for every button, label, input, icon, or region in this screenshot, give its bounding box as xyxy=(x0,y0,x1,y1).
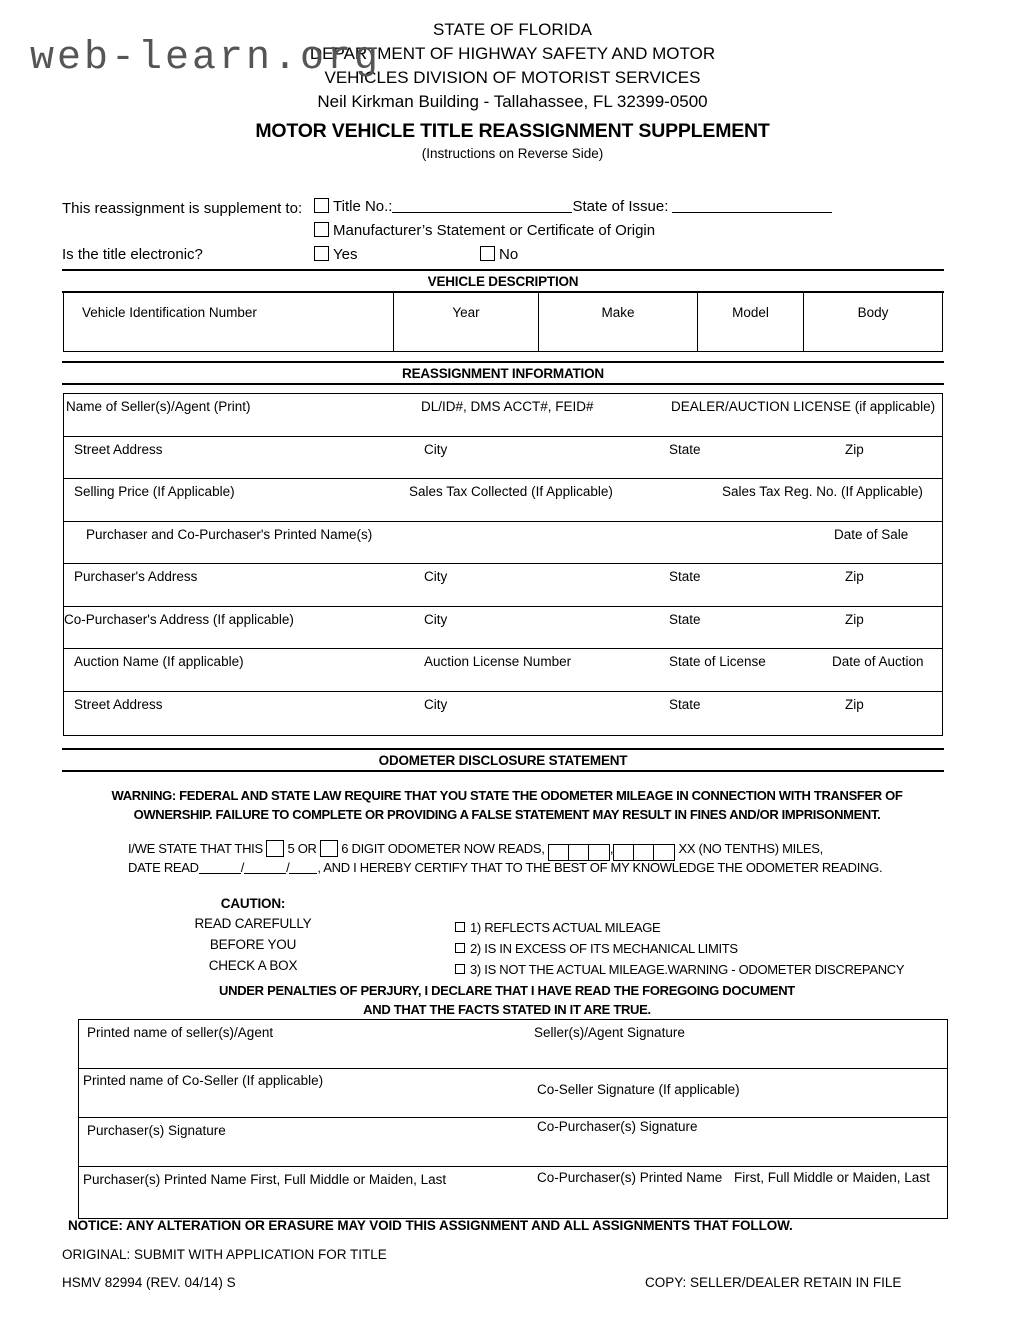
odometer-digit-cell[interactable] xyxy=(654,845,674,860)
footer-form-id: HSMV 82994 (REV. 04/14) S xyxy=(62,1275,236,1290)
field-dealer-auction-license[interactable]: DEALER/AUCTION LICENSE (if applicable) xyxy=(671,399,936,414)
caution-line-2: BEFORE YOU xyxy=(209,937,297,952)
state-of-issue-label: State of Issue: xyxy=(572,198,669,215)
table-row xyxy=(79,1020,947,1069)
agency-department-line-1: DEPARTMENT OF HIGHWAY SAFETY AND MOTOR xyxy=(309,44,716,63)
odometer-state-prefix: I/WE STATE THAT THIS xyxy=(128,841,263,856)
date-read-day-input[interactable] xyxy=(244,861,286,874)
field-dl-id-dms-feid[interactable]: DL/ID#, DMS ACCT#, FEID# xyxy=(421,399,594,414)
odometer-digit-cell[interactable] xyxy=(634,845,654,860)
odometer-date-read-line xyxy=(128,860,882,875)
perjury-line-2: AND THAT THE FACTS STATED IN IT ARE TRUE. xyxy=(363,1002,651,1017)
column-year[interactable]: Year xyxy=(394,293,539,351)
field-name-of-seller[interactable]: Name of Seller(s)/Agent (Print) xyxy=(66,399,251,414)
table-row xyxy=(64,437,942,480)
odometer-warning-line-1: WARNING: FEDERAL AND STATE LAW REQUIRE THAT YOU STATE THE ODOMETER MILEAGE IN CONNECTION WITH TRANSFER OF xyxy=(111,788,903,803)
column-body[interactable]: Body xyxy=(857,305,889,320)
table-row xyxy=(64,479,942,522)
field-purchaser-zip[interactable]: Zip xyxy=(845,569,864,584)
section-header-vehicle-description: VEHICLE DESCRIPTION xyxy=(62,269,944,293)
date-read-year-input[interactable] xyxy=(289,861,317,874)
odometer-thousands-input[interactable] xyxy=(548,844,610,861)
field-purchaser-address[interactable]: Purchaser's Address xyxy=(74,569,198,584)
field-sales-tax-reg-no[interactable]: Sales Tax Reg. No. (If Applicable) xyxy=(722,484,923,499)
page-subtitle: (Instructions on Reverse Side) xyxy=(421,146,604,161)
date-slash-1: / xyxy=(240,860,245,875)
table-row xyxy=(64,522,942,565)
footer-original-instruction: ORIGINAL: SUBMIT WITH APPLICATION FOR TITLE xyxy=(62,1247,387,1262)
odometer-digit-cell[interactable] xyxy=(569,845,589,860)
field-purchaser-printed-name[interactable]: Purchaser(s) Printed Name First, Full Middle or Maiden, Last xyxy=(83,1172,447,1187)
field-seller-city[interactable]: City xyxy=(424,441,448,457)
field-seller-zip[interactable]: Zip xyxy=(845,441,864,457)
field-selling-price[interactable]: Selling Price (If Applicable) xyxy=(74,484,235,499)
checkbox-5-digit[interactable] xyxy=(266,840,284,857)
checkbox-excess-mechanical-limits[interactable] xyxy=(455,943,465,953)
title-electronic-prompt-label: Is the title electronic? xyxy=(62,246,203,263)
table-row xyxy=(64,394,942,437)
field-seller-street-address[interactable]: Street Address xyxy=(74,441,163,457)
footer-copy-instruction: COPY: SELLER/DEALER RETAIN IN FILE xyxy=(645,1275,902,1290)
field-copurchaser-zip[interactable]: Zip xyxy=(845,611,864,627)
field-auction-zip[interactable]: Zip xyxy=(845,696,864,712)
odometer-comma: , xyxy=(609,841,614,856)
checkbox-msco[interactable] xyxy=(314,222,329,237)
field-copurchaser-name-format: First, Full Middle or Maiden, Last xyxy=(734,1170,930,1185)
supplement-prompt-label: This reassignment is supplement to: xyxy=(62,200,303,217)
field-copurchaser-printed-name[interactable]: Co-Purchaser(s) Printed Name xyxy=(537,1170,723,1185)
field-auction-city[interactable]: City xyxy=(424,696,448,712)
page-title: MOTOR VEHICLE TITLE REASSIGNMENT SUPPLEMENT xyxy=(255,120,770,142)
state-of-issue-input-line[interactable] xyxy=(672,198,832,213)
table-row xyxy=(79,1118,947,1167)
checkbox-reflects-actual-mileage[interactable] xyxy=(455,922,465,932)
reassignment-information-table xyxy=(63,393,943,736)
column-vehicle-identification-number[interactable]: Vehicle Identification Number xyxy=(64,293,394,351)
field-copurchaser-city[interactable]: City xyxy=(424,611,448,627)
agency-address-line: Neil Kirkman Building - Tallahassee, FL 32399-0500 xyxy=(317,92,708,111)
table-row xyxy=(64,564,942,607)
field-copurchaser-address[interactable]: Co-Purchaser's Address (If applicable) xyxy=(64,611,294,627)
checkbox-6-digit[interactable] xyxy=(320,840,338,857)
field-coseller-signature[interactable]: Co-Seller Signature (If applicable) xyxy=(537,1082,740,1097)
table-row xyxy=(64,692,942,735)
odometer-digit-cell[interactable] xyxy=(614,845,634,860)
electronic-yes-row xyxy=(314,246,357,263)
field-date-of-auction[interactable]: Date of Auction xyxy=(832,654,924,669)
odometer-warning-text xyxy=(62,786,952,824)
field-copurchaser-signature[interactable]: Co-Purchaser(s) Signature xyxy=(537,1119,698,1134)
odometer-tenths-label: XX (NO TENTHS) MILES, xyxy=(678,841,823,856)
odometer-five-label: 5 OR xyxy=(287,841,317,856)
section-header-odometer-disclosure: ODOMETER DISCLOSURE STATEMENT xyxy=(62,748,944,772)
field-state-of-license[interactable]: State of License xyxy=(669,654,766,669)
table-row xyxy=(64,607,942,650)
title-no-label: Title No.: xyxy=(333,198,393,215)
field-seller-state[interactable]: State xyxy=(669,441,701,457)
odometer-option-1[interactable] xyxy=(455,920,660,935)
odometer-digit-cell[interactable] xyxy=(589,845,609,860)
odometer-option-1-label: 1) REFLECTS ACTUAL MILEAGE xyxy=(470,920,661,935)
msco-label: Manufacturer’s Statement or Certificate of Origin xyxy=(333,222,656,239)
odometer-six-label: 6 DIGIT ODOMETER NOW READS, xyxy=(341,841,545,856)
odometer-units-input[interactable] xyxy=(613,844,675,861)
odometer-option-2[interactable] xyxy=(455,941,738,956)
checkbox-electronic-yes[interactable] xyxy=(314,246,329,261)
date-read-label: DATE READ xyxy=(128,860,199,875)
column-model[interactable]: Model xyxy=(698,293,804,351)
title-no-input-line[interactable] xyxy=(392,198,572,213)
table-row xyxy=(64,649,942,692)
perjury-line-1: UNDER PENALTIES OF PERJURY, I DECLARE THAT I HAVE READ THE FOREGOING DOCUMENT xyxy=(219,983,795,998)
caution-line-1: READ CAREFULLY xyxy=(194,916,312,931)
date-read-month-input[interactable] xyxy=(199,861,241,874)
section-header-reassignment-information: REASSIGNMENT INFORMATION xyxy=(62,361,944,385)
odometer-digit-cell[interactable] xyxy=(549,845,569,860)
odometer-option-3[interactable] xyxy=(455,962,904,977)
agency-state-line: STATE OF FLORIDA xyxy=(433,20,592,39)
field-purchaser-printed-names[interactable]: Purchaser and Co-Purchaser's Printed Name(s) xyxy=(86,526,373,542)
vehicle-description-table xyxy=(63,292,943,352)
field-purchaser-city[interactable]: City xyxy=(424,569,448,584)
date-slash-2: / xyxy=(286,860,290,875)
caution-line-3: CHECK A BOX xyxy=(208,958,298,973)
checkbox-odometer-discrepancy[interactable] xyxy=(455,964,465,974)
field-auction-license-number[interactable]: Auction License Number xyxy=(424,654,572,669)
signature-table xyxy=(78,1019,948,1219)
perjury-declaration xyxy=(62,981,952,1019)
column-make[interactable]: Make xyxy=(539,293,698,351)
caution-title: CAUTION: xyxy=(220,896,286,911)
field-seller-signature[interactable]: Seller(s)/Agent Signature xyxy=(534,1025,685,1040)
checkbox-title-no[interactable] xyxy=(314,198,329,213)
field-auction-street-address[interactable]: Street Address xyxy=(74,696,163,712)
field-printed-name-seller[interactable]: Printed name of seller(s)/Agent xyxy=(87,1025,274,1040)
table-row xyxy=(79,1167,947,1218)
footer-notice: NOTICE: ANY ALTERATION OR ERASURE MAY VOID THIS ASSIGNMENT AND ALL ASSIGNMENTS THAT FOLLOW. xyxy=(68,1218,793,1233)
title-no-row xyxy=(314,198,832,215)
field-purchaser-state[interactable]: State xyxy=(669,569,701,584)
electronic-no-row xyxy=(480,246,518,263)
field-printed-name-coseller[interactable]: Printed name of Co-Seller (If applicable) xyxy=(83,1073,324,1088)
odometer-warning-line-2: OWNERSHIP. FAILURE TO COMPLETE OR PROVIDING A FALSE STATEMENT MAY RESULT IN FINES AND/OR IMPRISONMENT. xyxy=(133,807,881,822)
field-sales-tax-collected[interactable]: Sales Tax Collected (If Applicable) xyxy=(409,484,613,499)
odometer-certify-text: , AND I HEREBY CERTIFY THAT TO THE BEST OF MY KNOWLEDGE THE ODOMETER READING. xyxy=(317,860,883,875)
watermark-text: web-learn.org xyxy=(30,36,382,81)
field-copurchaser-state[interactable]: State xyxy=(669,611,701,627)
field-date-of-sale[interactable]: Date of Sale xyxy=(834,526,909,542)
agency-department-line-2: VEHICLES DIVISION OF MOTORIST SERVICES xyxy=(324,68,701,87)
odometer-option-2-label: 2) IS IN EXCESS OF ITS MECHANICAL LIMITS xyxy=(470,941,738,956)
msco-row xyxy=(314,222,655,239)
field-auction-name[interactable]: Auction Name (If applicable) xyxy=(74,654,244,669)
checkbox-electronic-no[interactable] xyxy=(480,246,495,261)
electronic-yes-label: Yes xyxy=(333,246,358,263)
odometer-reading-line xyxy=(128,840,823,861)
field-auction-state[interactable]: State xyxy=(669,696,701,712)
field-purchaser-signature[interactable]: Purchaser(s) Signature xyxy=(87,1123,226,1138)
table-row xyxy=(79,1069,947,1118)
odometer-option-3-label: 3) IS NOT THE ACTUAL MILEAGE.WARNING - ODOMETER DISCREPANCY xyxy=(470,962,905,977)
electronic-no-label: No xyxy=(499,246,519,263)
